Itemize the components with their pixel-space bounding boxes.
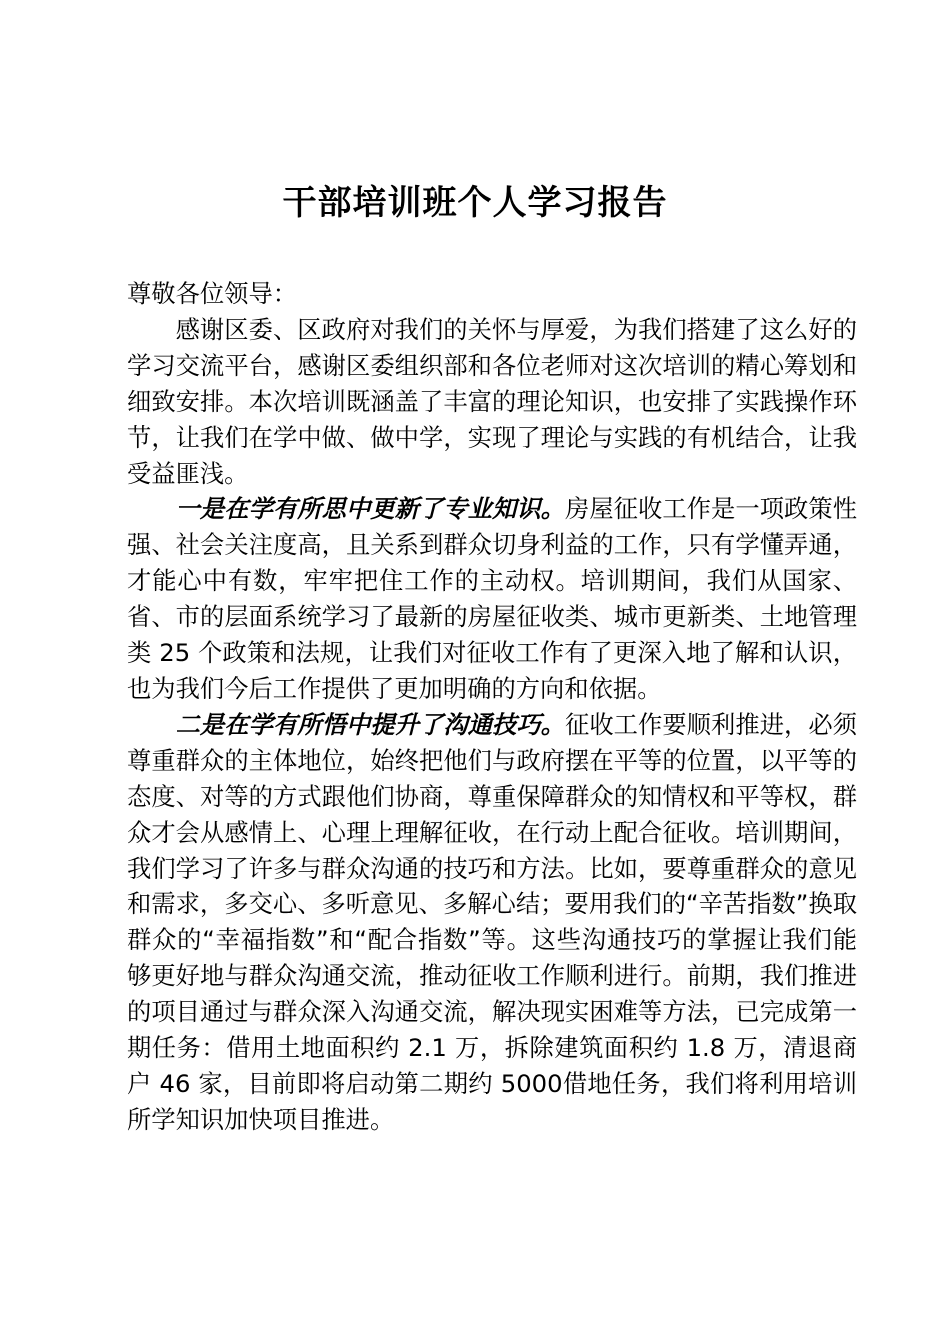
document-title: 干部培训班个人学习报告 [282, 183, 668, 223]
paragraph-lead: 二是在学有所悟中提升了沟通技巧。 [175, 709, 565, 739]
paragraph-text: 征收工作要顺利推进，必须尊重群众的主体地位，始终把他们与政府摆在平等的位置，以平等的态度、对等的方式跟他们协商，尊重保障群众的知情权和平等权，群众才会从感情上、心理上理解征收，在行动上配合征收。培训期间，我们学习了许多与群众沟通的技巧和方法。比如，要尊重群众的意见和需求，多交心、多听意见、多解心结；要用我们的“辛苦指数”换取群众的“幸福指数”和“配合指数”等。这些沟通技巧的掌握让我们能够更好地与群众沟通交流，推动征收工作顺利进行。前期，我们推进的项目通过与群众深入沟通交流，解决现实困难等方法，已完成第一期任务：借用土地面积约 2.1 万，拆除建筑面积约 1.8 万，清退商户 46 家，目前即将启动第二期约 5000借地任务，我们将利用培训所学知识加快项目推进。 [127, 709, 858, 1134]
paragraph-text: 房屋征收工作是一项政策性强、社会关注度高，且关系到群众切身利益的工作，只有学懂弄通，才能心中有数，牢牢把住工作的主动权。培训期间，我们从国家、省、市的层面系统学习了最新的房屋征收类、城市更新类、土地管理类 25 个政策和法规，让我们对征收工作有了更深入地了解和认识，也为我们今后工作提供了更加明确的方向和依据。 [127, 494, 858, 703]
paragraph-knowledge [127, 491, 857, 706]
paragraph-lead: 一是在学有所思中更新了专业知识。 [175, 494, 565, 524]
document-body [127, 276, 857, 1138]
paragraph-communication [127, 707, 857, 1138]
paragraph-intro [127, 312, 857, 492]
salutation: 尊敬各位领导： [127, 279, 298, 308]
paragraph-text: 感谢区委、区政府对我们的关怀与厚爱，为我们搭建了这么好的学习交流平台，感谢区委组织部和各位老师对这次培训的精心筹划和细致安排。本次培训既涵盖了丰富的理论知识，也安排了实践操作环节，让我们在学中做、做中学，实现了理论与实践的有机结合，让我受益匪浅。 [127, 314, 857, 488]
